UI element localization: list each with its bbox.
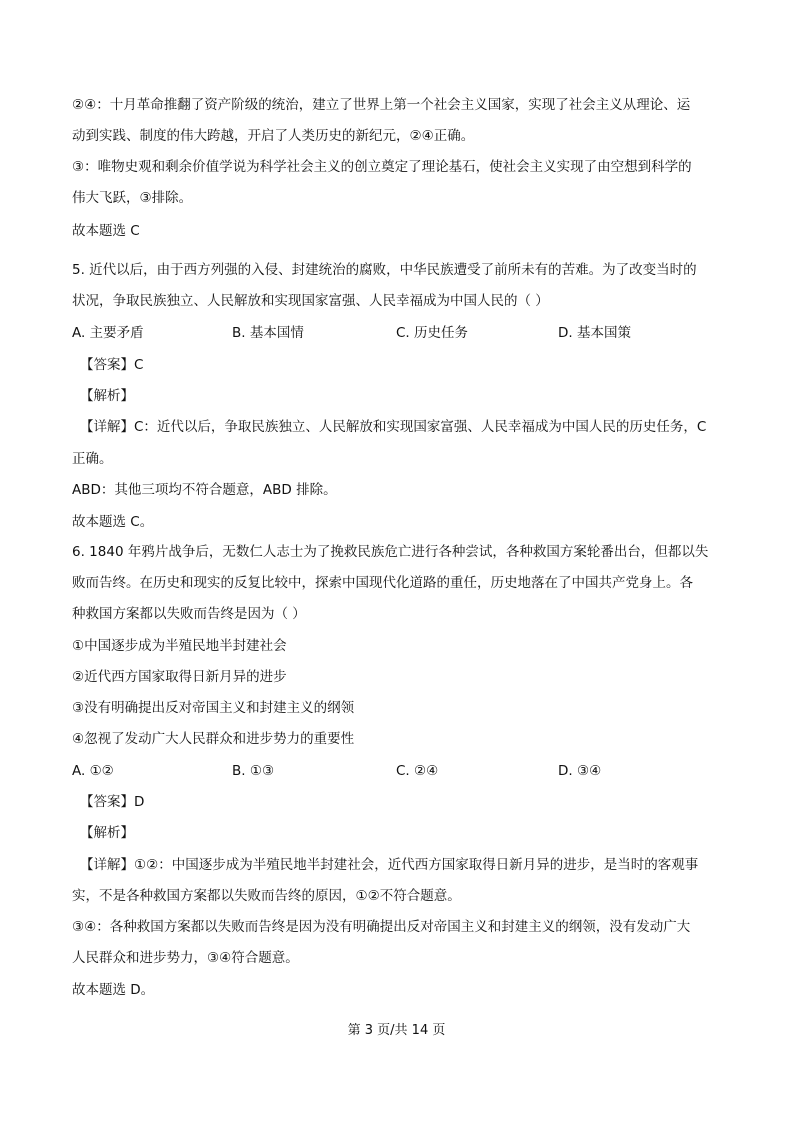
answer-label: 【答案】C — [80, 357, 144, 373]
option-a: A. 主要矛盾 — [72, 325, 144, 341]
option-b: B. ①③ — [232, 763, 275, 779]
question-6-stem: 6. 1840 年鸦片战争后，无数仁人志士为了挽救民族危亡进行各种尝试，各种救国方案轮番出台，但都以失 — [72, 544, 709, 560]
option-b: B. 基本国情 — [232, 325, 304, 341]
detail-line: ABD：其他三项均不符合题意，ABD 排除。 — [72, 482, 337, 498]
detail-line: 实，不是各种救国方案都以失败而告终的原因，①②不符合题意。 — [72, 888, 461, 904]
question-5-stem: 5. 近代以后，由于西方列强的入侵、封建统治的腐败，中华民族遭受了前所未有的苦难。为了改变当时的 — [72, 262, 697, 278]
detail-line: 【详解】①②：中国逐步成为半殖民地半封建社会，近代西方国家取得日新月异的进步，是当时的客观事 — [80, 857, 699, 873]
conclusion-line: 故本题选 C — [72, 223, 140, 239]
statement-item: ①中国逐步成为半殖民地半封建社会 — [72, 638, 287, 654]
paragraph-line: ③：唯物史观和剩余价值学说为科学社会主义的创立奠定了理论基石，使社会主义实现了由空想到科学的 — [72, 159, 692, 175]
detail-line: 正确。 — [72, 451, 113, 467]
statement-item: ②近代西方国家取得日新月异的进步 — [72, 669, 287, 685]
conclusion-line: 故本题选 D。 — [72, 982, 155, 998]
option-c: C. ②④ — [396, 763, 439, 779]
paragraph-line: 伟大飞跃，③排除。 — [72, 190, 193, 206]
conclusion-line: 故本题选 C。 — [72, 514, 154, 530]
question-6-stem: 败而告终。在历史和现实的反复比较中，探索中国现代化道路的重任，历史地落在了中国共产党身上。各 — [72, 575, 693, 591]
analysis-label: 【解析】 — [80, 388, 134, 404]
question-5-options — [72, 324, 722, 342]
option-d: D. ③④ — [558, 763, 602, 779]
paragraph-line: ②④：十月革命推翻了资产阶级的统治，建立了世界上第一个社会主义国家，实现了社会主义从理论、运 — [72, 97, 691, 113]
question-5-stem: 状况，争取民族独立、人民解放和实现国家富强、人民幸福成为中国人民的（ ） — [72, 293, 549, 309]
option-d: D. 基本国策 — [558, 325, 631, 341]
detail-line: 【详解】C：近代以后，争取民族独立、人民解放和实现国家富强、人民幸福成为中国人民的历史任务，C — [80, 419, 707, 435]
question-6-stem: 种救国方案都以失败而告终是因为（ ） — [72, 606, 306, 622]
answer-label: 【答案】D — [80, 794, 145, 810]
statement-item: ③没有明确提出反对帝国主义和封建主义的纲领 — [72, 700, 355, 716]
statement-item: ④忽视了发动广大人民群众和进步势力的重要性 — [72, 731, 355, 747]
analysis-label: 【解析】 — [80, 825, 134, 841]
page-number: 第 3 页/共 14 页 — [347, 1023, 446, 1038]
detail-line: 人民群众和进步势力，③④符合题意。 — [72, 950, 299, 966]
option-a: A. ①② — [72, 763, 114, 779]
detail-line: ③④：各种救国方案都以失败而告终是因为没有明确提出反对帝国主义和封建主义的纲领，没有发动广大 — [72, 919, 691, 935]
question-6-options — [72, 762, 722, 780]
option-c: C. 历史任务 — [396, 325, 469, 341]
paragraph-line: 动到实践、制度的伟大跨越，开启了人类历史的新纪元，②④正确。 — [72, 128, 475, 144]
